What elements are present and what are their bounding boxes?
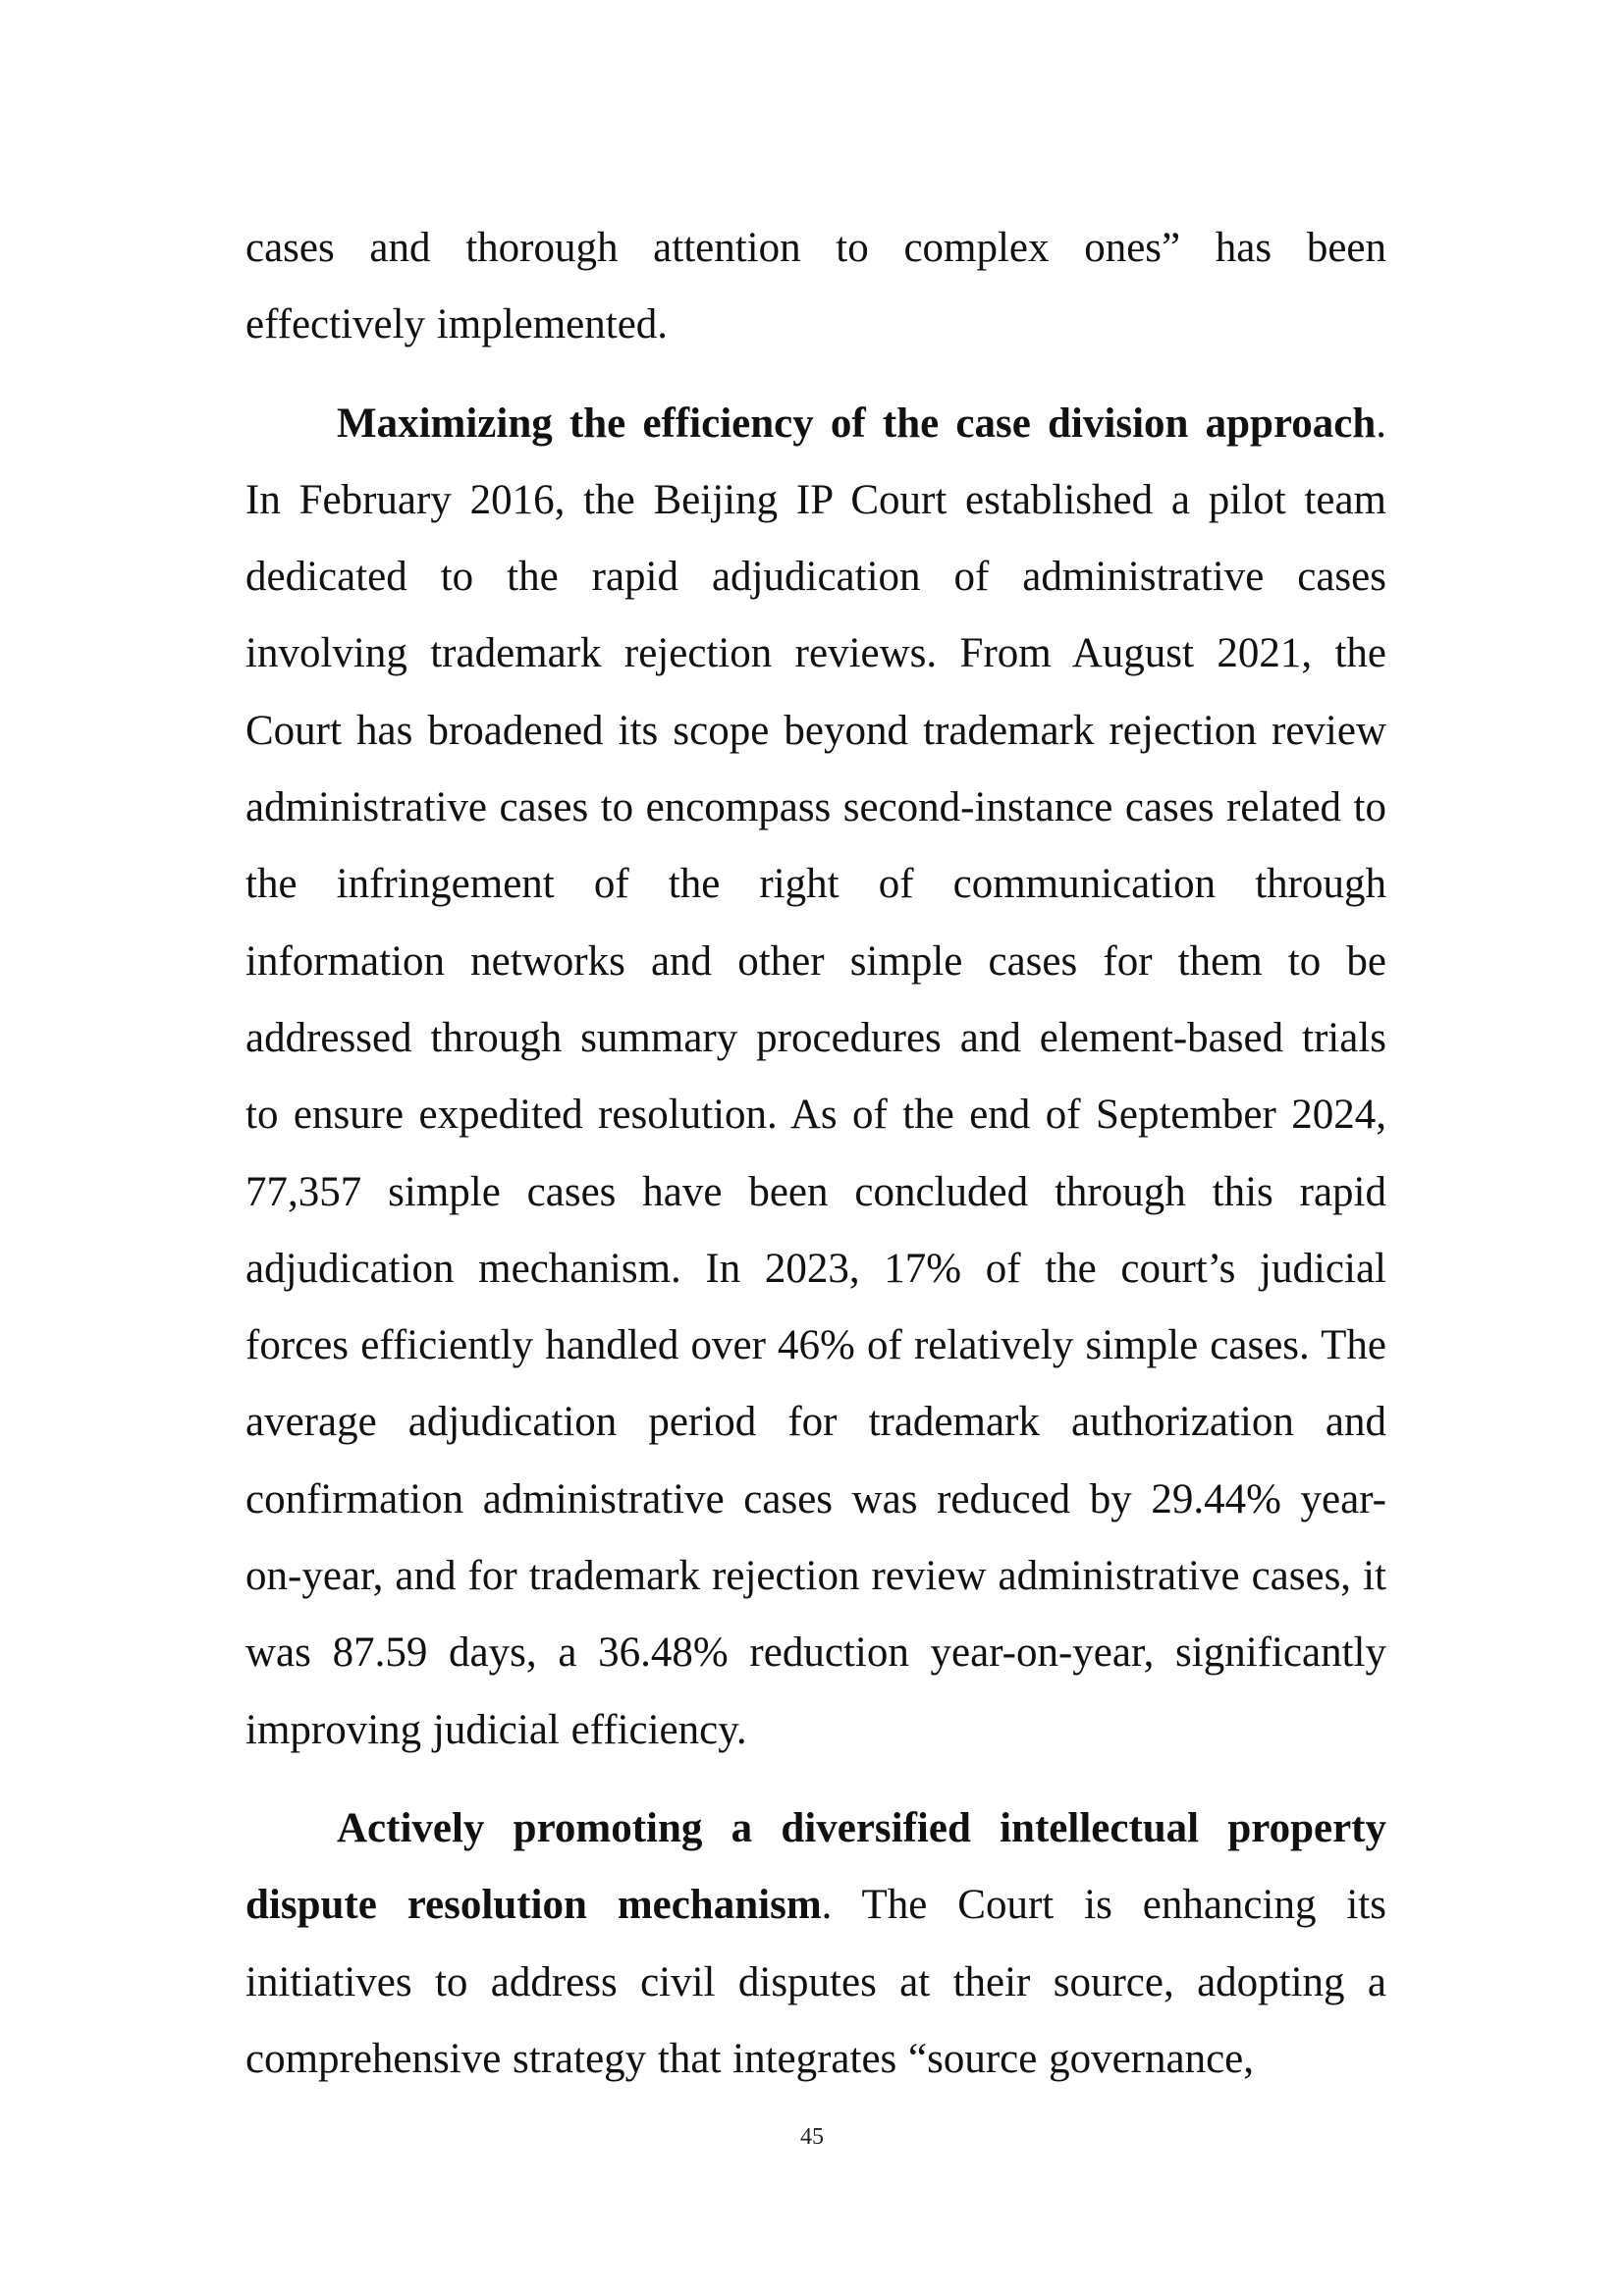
page-number: 45 (800, 2124, 824, 2150)
paragraph-text: . In February 2016, the Beijing IP Court established a pilot team dedicated to the rapid adjudication of administrative cases involving trademark rejection reviews. From August 2021, the Court has broadened its scope beyond trademark rejection review administrative cases to encompass second-instance cases related to the infringement of the right of communication through information networks and other simple cases for them to be addressed through summary procedures and element-based trials to ensure expedited resolution. As of the end of September 2024, 77,357 simple cases have been concluded through this rapid adjudication mechanism. In 2023, 17% of the court’s judicial forces efficiently handled over 46% of relatively simple cases. The average adjudication period for trademark authorization and confirmation administrative cases was reduced by 29.44% year-on-year, and for trademark rejection review administrative cases, it was 87.59 days, a 36.48% reduction year-on-year, significantly improving judicial efficiency. (245, 400, 1386, 1753)
paragraph-text: cases and thorough attention to complex ones” has been effectively implemented. (245, 225, 1386, 348)
paragraph-heading: Maximizing the efficiency of the case division approach (337, 400, 1377, 447)
paragraph-dispute-resolution (245, 1790, 1386, 2098)
paragraph-heading: Actively promoting a diversified intellectual property dispute resolution mechanism (245, 1804, 1386, 1929)
paragraph-case-division (245, 386, 1386, 1769)
body-text (245, 210, 1386, 2098)
paragraph-text: . The Court is enhancing its initiatives to address civil disputes at their source, adopting a comprehensive strategy that integrates “source governance, (245, 1882, 1386, 2082)
paragraph-continuation (245, 210, 1386, 364)
